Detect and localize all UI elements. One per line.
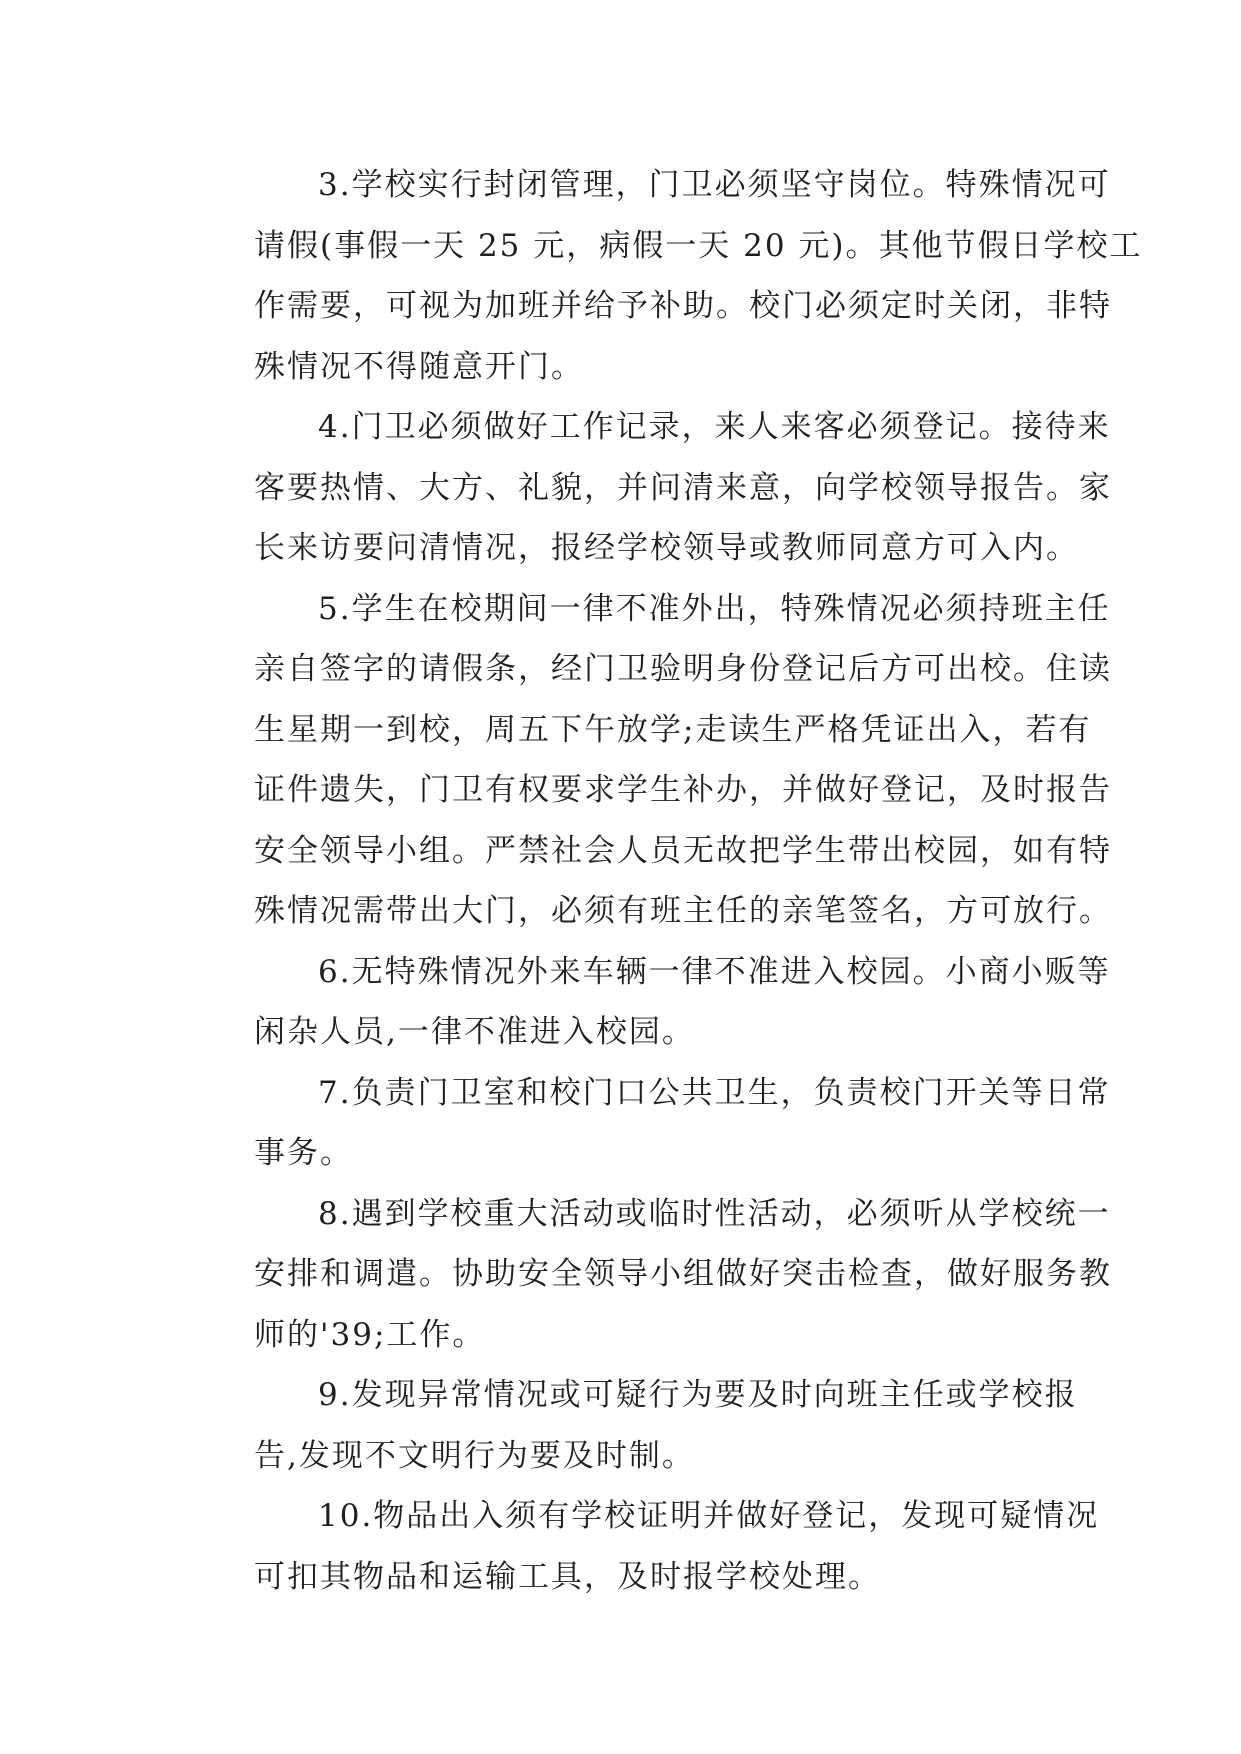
paragraph-item-3: [190, 155, 1143, 397]
text-line: 客要热情、大方、礼貌，并问清来意，向学校领导报告。家: [254, 469, 1112, 506]
text-line: 4.门卫必须做好工作记录，来人来客必须登记。接待来: [318, 409, 1111, 445]
text-line: 10.物品出入须有学校证明并做好登记，发现可疑情况: [318, 1498, 1100, 1534]
paragraph-item-4: [190, 397, 1112, 579]
text-line: 3.学校实行封闭管理，门卫必须坚守岗位。特殊情况可: [318, 167, 1111, 203]
paragraph-item-10: [190, 1486, 1100, 1607]
text-line: 证件遗失，门卫有权要求学生补办，并做好登记，及时报告: [254, 772, 1112, 808]
text-line: 闲杂人员,一律不准进入校园。: [254, 1014, 695, 1050]
text-line: 请假(事假一天 25 元，病假一天 20 元)。其他节假日学校工: [254, 227, 1143, 264]
text-line: 师的'39;工作。: [254, 1316, 486, 1353]
text-line: 亲自签字的请假条，经门卫验明身份登记后方可出校。住读: [254, 651, 1112, 687]
text-line: 事务。: [254, 1135, 353, 1171]
paragraph-item-7: [190, 1063, 1111, 1184]
text-line: 安全领导小组。严禁社会人员无故把学生带出校园，如有特: [254, 832, 1112, 869]
paragraph-item-9: [190, 1365, 1078, 1486]
text-line: 长来访要问清情况，报经学校领导或教师同意方可入内。: [254, 530, 1079, 566]
paragraph-item-6: [190, 942, 1111, 1063]
text-line: 7.负责门卫室和校门口公共卫生，负责校门开关等日常: [318, 1074, 1111, 1111]
text-line: 可扣其物品和运输工具，及时报学校处理。: [254, 1558, 881, 1595]
text-line: 殊情况不得随意开门。: [254, 348, 584, 385]
text-line: 5.学生在校期间一律不准外出，特殊情况必须持班主任: [318, 590, 1111, 627]
text-line: 作需要，可视为加班并给予补助。校门必须定时关闭，非特: [254, 288, 1112, 324]
text-line: 6.无特殊情况外来车辆一律不准进入校园。小商小贩等: [318, 953, 1111, 990]
document-body: [190, 155, 1143, 1607]
text-line: 安排和调遣。协助安全领导小组做好突击检查，做好服务教: [254, 1256, 1112, 1292]
paragraph-item-8: [190, 1184, 1112, 1366]
text-line: 生星期一到校，周五下午放学;走读生严格凭证出入，若有: [254, 711, 1092, 748]
text-line: 9.发现异常情况或可疑行为要及时向班主任或学校报: [318, 1377, 1078, 1413]
paragraph-item-5: [190, 579, 1112, 942]
text-line: 告,发现不文明行为要及时制。: [254, 1437, 695, 1474]
text-line: 8.遇到学校重大活动或临时性活动，必须听从学校统一: [318, 1195, 1111, 1232]
text-line: 殊情况需带出大门，必须有班主任的亲笔签名，方可放行。: [254, 893, 1112, 929]
